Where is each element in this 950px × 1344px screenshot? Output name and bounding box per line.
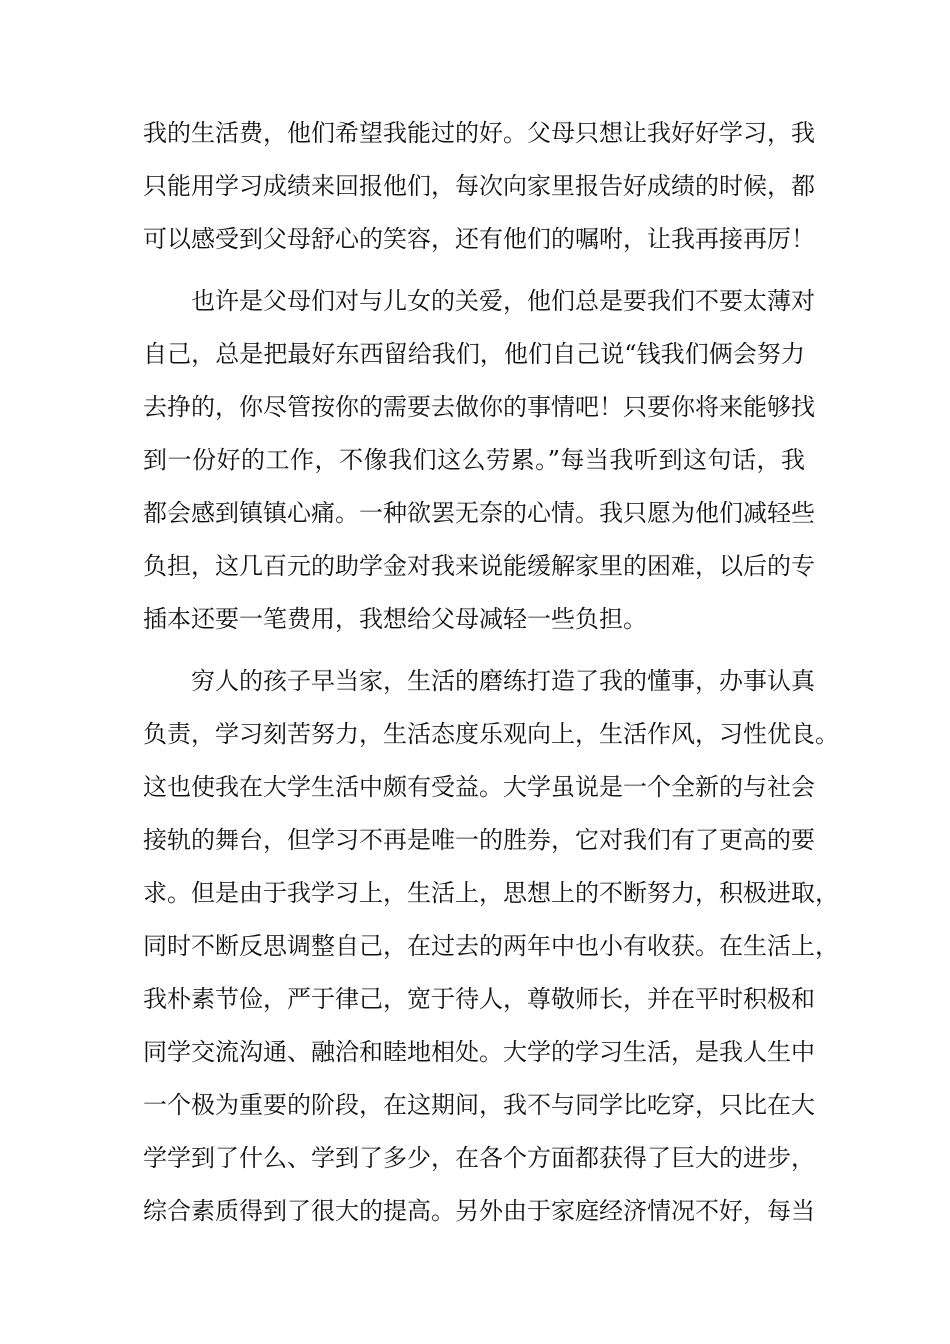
text-line: 也许是父母们对与儿女的关爱，他们总是要我们不要太薄对: [191, 287, 815, 315]
text-line: 都会感到镇镇心痛。一种欲罢无奈的心情。我只愿为他们减轻些: [143, 499, 815, 527]
text-line: 负担，这几百元的助学金对我来说能缓解家里的困难，以后的专: [143, 552, 815, 580]
text-line: 求。但是由于我学习上，生活上，思想上的不断努力，积极进取，: [143, 879, 839, 907]
text-line: 自己，总是把最好东西留给我们，他们自己说“钱我们俩会努力: [143, 340, 805, 368]
text-line: 负责，学习刻苦努力，生活态度乐观向上，生活作风，习性优良。: [143, 720, 839, 748]
text-line: 同时不断反思调整自己，在过去的两年中也小有收获。在生活上，: [143, 932, 839, 960]
text-line: 一个极为重要的阶段，在这期间，我不与同学比吃穿，只比在大: [143, 1091, 815, 1119]
text-line: 到一份好的工作，不像我们这么劳累。”每当我听到这句话，我: [143, 446, 805, 474]
text-line: 我的生活费，他们希望我能过的好。父母只想让我好好学习，我: [143, 119, 815, 147]
text-line: 这也使我在大学生活中颇有受益。大学虽说是一个全新的与社会: [143, 773, 815, 801]
text-line: 插本还要一笔费用，我想给父母减轻一些负担。: [143, 605, 647, 633]
text-line: 同学交流沟通、融洽和睦地相处。大学的学习生活，是我人生中: [143, 1038, 815, 1066]
text-line: 去挣的，你尽管按你的需要去做你的事情吧！只要你将来能够找: [143, 393, 815, 421]
text-line: 学学到了什么、学到了多少，在各个方面都获得了巨大的进步，: [143, 1144, 815, 1172]
text-line: 我朴素节俭，严于律己，宽于待人，尊敬师长，并在平时积极和: [143, 985, 815, 1013]
text-line: 只能用学习成绩来回报他们，每次向家里报告好成绩的时候，都: [143, 172, 815, 200]
text-line: 穷人的孩子早当家，生活的磨练打造了我的懂事，办事认真: [191, 667, 815, 695]
text-line: 综合素质得到了很大的提高。另外由于家庭经济情况不好，每当: [143, 1197, 815, 1225]
text-line: 可以感受到父母舒心的笑容，还有他们的嘱咐，让我再接再厉！: [143, 225, 815, 253]
text-line: 接轨的舞台，但学习不再是唯一的胜券，它对我们有了更高的要: [143, 826, 815, 854]
